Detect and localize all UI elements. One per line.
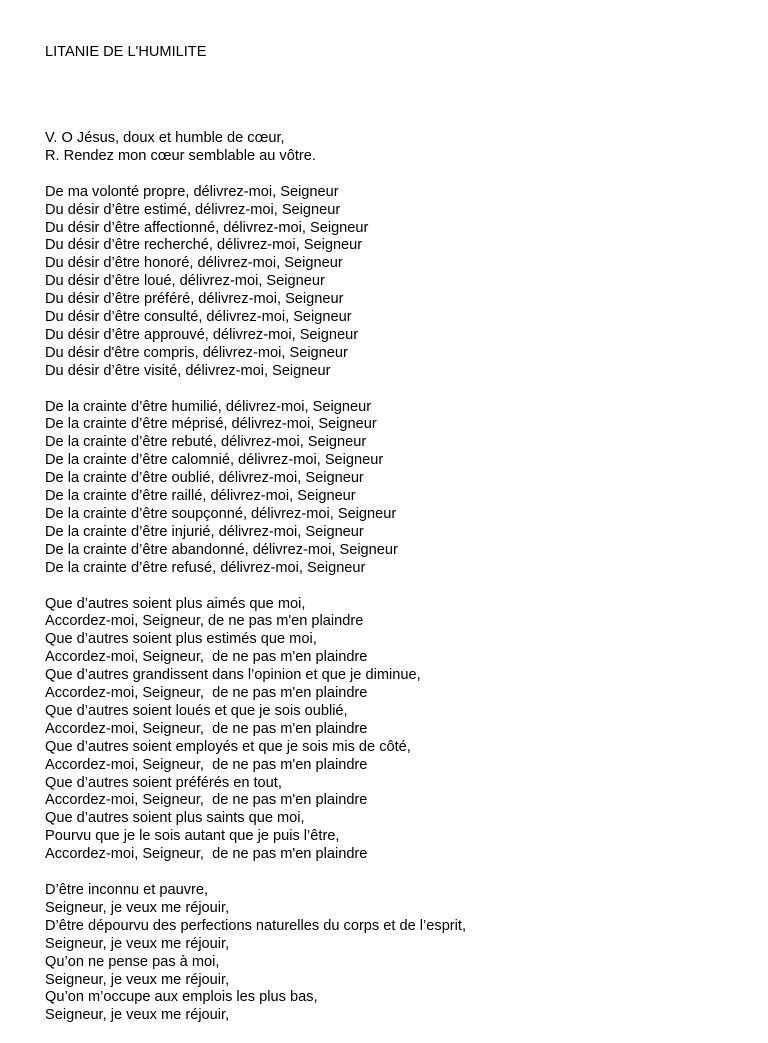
text-line: De la crainte d’être refusé, délivrez-moi, Seigneur	[45, 559, 366, 576]
text-line: De la crainte d’être rebuté, délivrez-moi, Seigneur	[45, 434, 367, 451]
text-line: Que d’autres soient plus saints que moi,	[45, 810, 305, 827]
stanza-fears	[45, 399, 745, 578]
litany-body	[45, 130, 745, 1043]
text-line: Du désir d'être compris, délivrez-moi, Seigneur	[45, 344, 348, 361]
text-line: Accordez-moi, Seigneur, de ne pas m'en plaindre	[45, 720, 368, 737]
text-line: Du désir d’être loué, délivrez-moi, Seigneur	[45, 273, 325, 290]
text-line: Seigneur, je veux me réjouir,	[45, 899, 230, 916]
text-line: De ma volonté propre, délivrez-moi, Seigneur	[45, 183, 339, 200]
text-line: De la crainte d’être oublié, délivrez-moi, Seigneur	[45, 470, 364, 487]
text-line: Que d’autres soient plus estimés que moi,	[45, 631, 317, 648]
text-line: De la crainte d’être calomnié, délivrez-moi, Seigneur	[45, 452, 384, 469]
text-line: Du désir d’être estimé, délivrez-moi, Seigneur	[45, 201, 341, 218]
text-line: Qu’on m’occupe aux emplois les plus bas,	[45, 989, 318, 1006]
text-line: Pourvu que je le sois autant que je puis l’être,	[45, 828, 340, 845]
stanza-desires	[45, 184, 745, 381]
text-line: Du désir d’être visité, délivrez-moi, Seigneur	[45, 362, 331, 379]
text-line: Accordez-moi, Seigneur, de ne pas m'en plaindre	[45, 685, 368, 702]
text-line: Du désir d’être recherché, délivrez-moi, Seigneur	[45, 237, 363, 254]
text-line: Qu’on ne pense pas à moi,	[45, 953, 220, 970]
text-line: Du désir d’être affectionné, délivrez-moi, Seigneur	[45, 219, 369, 236]
stanza-versicle	[45, 130, 745, 166]
text-line: R. Rendez mon cœur semblable au vôtre.	[45, 147, 316, 164]
text-line: Accordez-moi, Seigneur, de ne pas m'en plaindre	[45, 613, 364, 630]
text-line: De la crainte d’être raillé, délivrez-moi, Seigneur	[45, 488, 356, 505]
stanza-rejoice	[45, 882, 745, 1025]
text-line: Du désir d’être approuvé, délivrez-moi, Seigneur	[45, 326, 359, 343]
text-line: Du désir d’être préféré, délivrez-moi, Seigneur	[45, 291, 344, 308]
text-line: Seigneur, je veux me réjouir,	[45, 935, 230, 952]
text-line: Du désir d’être consulté, délivrez-moi, Seigneur	[45, 309, 352, 326]
text-line: Que d’autres soient loués et que je sois oublié,	[45, 702, 348, 719]
text-line: De la crainte d’être humilié, délivrez-moi, Seigneur	[45, 398, 372, 415]
text-line: Accordez-moi, Seigneur, de ne pas m'en plaindre	[45, 846, 368, 863]
text-line: Accordez-moi, Seigneur, de ne pas m'en plaindre	[45, 792, 368, 809]
text-line: Du désir d’être honoré, délivrez-moi, Seigneur	[45, 255, 343, 272]
text-line: De la crainte d’être méprisé, délivrez-moi, Seigneur	[45, 416, 377, 433]
text-line: De la crainte d’être injurié, délivrez-moi, Seigneur	[45, 523, 364, 540]
text-line: Que d’autres soient plus aimés que moi,	[45, 595, 306, 612]
text-line: Accordez-moi, Seigneur, de ne pas m'en plaindre	[45, 649, 368, 666]
text-line: D’être inconnu et pauvre,	[45, 882, 209, 898]
text-line: Que d’autres soient préférés en tout,	[45, 774, 282, 791]
stanza-others	[45, 596, 745, 865]
text-line: Seigneur, je veux me réjouir,	[45, 1007, 230, 1024]
text-line: V. O Jésus, doux et humble de cœur,	[45, 130, 285, 146]
text-line: Seigneur, je veux me réjouir,	[45, 971, 230, 988]
text-line: De la crainte d’être soupçonné, délivrez-moi, Seigneur	[45, 506, 397, 522]
text-line: Accordez-moi, Seigneur, de ne pas m'en plaindre	[45, 756, 368, 773]
text-line: Que d’autres grandissent dans l’opinion et que je diminue,	[45, 667, 421, 684]
text-line: Que d’autres soient employés et que je sois mis de côté,	[45, 738, 411, 755]
document-title: LITANIE DE L'HUMILITE	[45, 44, 207, 60]
text-line: D’être dépourvu des perfections naturelles du corps et de l’esprit,	[45, 917, 467, 934]
text-line: De la crainte d’être abandonné, délivrez-moi, Seigneur	[45, 541, 398, 558]
